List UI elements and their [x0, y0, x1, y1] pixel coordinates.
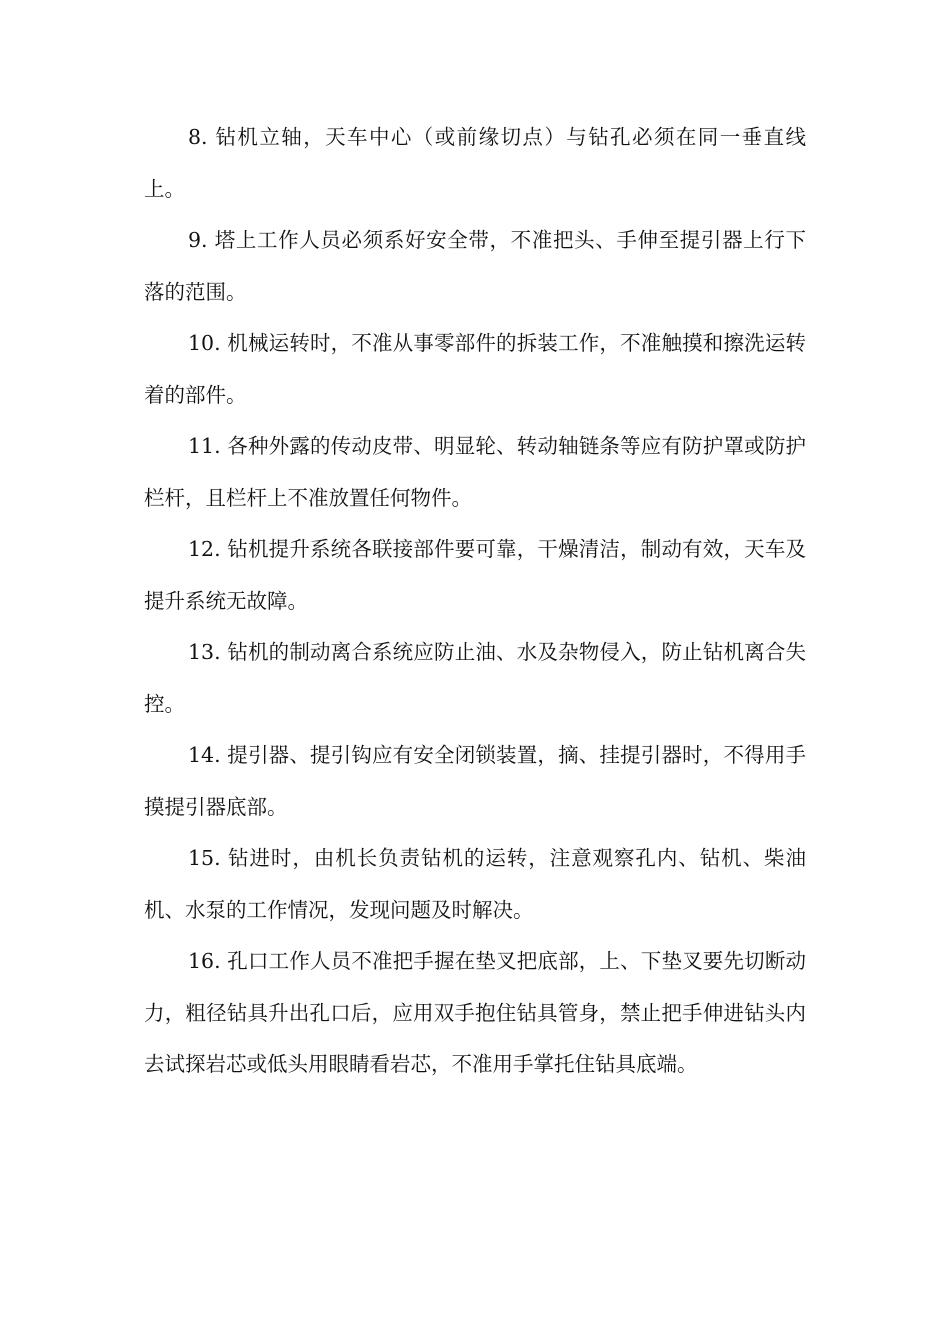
paragraph-item-11: 11. 各种外露的传动皮带、明显轮、转动轴链条等应有防护罩或防护栏杆，且栏杆上不准放置任何物件。: [144, 434, 806, 510]
paragraph-item-15: 15. 钻进时，由机长负责钻机的运转，注意观察孔内、钻机、柴油机、水泵的工作情况，发现问题及时解决。: [144, 846, 806, 922]
paragraph-item-13: 13. 钻机的制动离合系统应防止油、水及杂物侵入，防止钻机离合失控。: [144, 640, 806, 716]
document-body: [144, 112, 806, 1091]
paragraph-item-14: 14. 提引器、提引钩应有安全闭锁装置，摘、挂提引器时，不得用手摸提引器底部。: [144, 743, 806, 819]
paragraph-item-12: 12. 钻机提升系统各联接部件要可靠，干燥清洁，制动有效，天车及提升系统无故障。: [144, 537, 806, 613]
paragraph-item-10: 10. 机械运转时，不准从事零部件的拆装工作，不准触摸和擦洗运转着的部件。: [144, 331, 806, 407]
paragraph-item-16: 16. 孔口工作人员不准把手握在垫叉把底部，上、下垫叉要先切断动力，粗径钻具升出孔口后，应用双手抱住钻具管身，禁止把手伸进钻头内去试探岩芯或低头用眼睛看岩芯，不准用手掌托住钻具底端。: [144, 949, 806, 1076]
paragraph-item-9: 9. 塔上工作人员必须系好安全带，不准把头、手伸至提引器上行下落的范围。: [144, 228, 806, 304]
paragraph-item-8: 8. 钻机立轴，天车中心（或前缘切点）与钻孔必须在同一垂直线上。: [144, 125, 806, 201]
